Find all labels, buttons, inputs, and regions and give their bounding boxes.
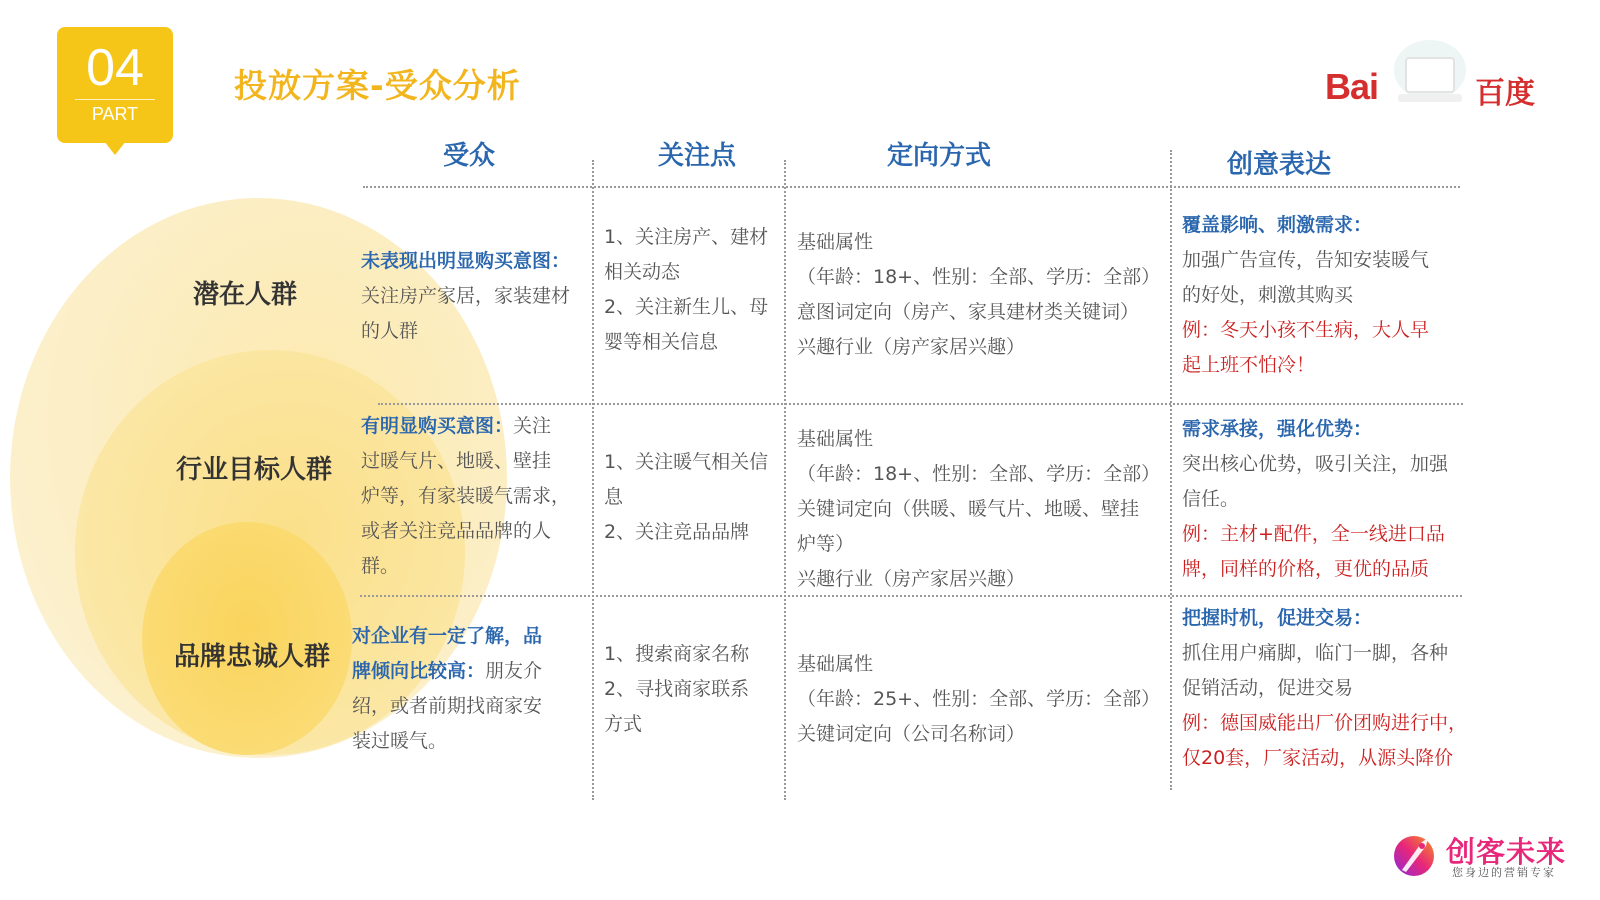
row3-audience [352,619,584,759]
baidu-logo-chinese: 百度 [1475,76,1535,111]
footer-brand-slogan: 您身边的营销专家 [1452,866,1556,879]
row2-creative-line: 突出核心优势，吸引关注，加强 [1182,453,1449,475]
row3-targeting-line: （年龄：25+、性别：全部、学历：全部） [797,688,1161,710]
badge-pointer [104,141,126,155]
row2-audience-line: 过暖气片、地暖、壁挂 [361,450,552,472]
row3-audience-line: 绍，或者前期找商家安 [352,695,543,717]
divider-row1 [378,403,1463,405]
row1-audience-intent: 未表现出明显购买意图： [361,250,571,272]
row2-audience-rest: 关注 [513,415,552,437]
row1-targeting-line: （年龄：18+、性别：全部、学历：全部） [797,266,1161,288]
row2-targeting-line: 炉等） [797,533,855,555]
part-label: PART [91,104,139,124]
divider-col2 [784,160,786,800]
row3-creative [1182,601,1492,776]
divider-header [363,186,1460,188]
row3-creative-example: 例：德国威能出厂价团购进行中， [1182,712,1468,734]
row3-audience-line: 装过暖气。 [352,730,448,752]
divider-col1 [592,160,594,800]
row2-audience-line: 炉等，有家装暖气需求， [361,485,571,507]
baidu-logo-latin: Bai [1325,66,1379,107]
row2-focus-line: 1、关注暖气相关信 [604,451,769,473]
row3-creative-example: 仅20套，厂家活动，从源头降价 [1182,747,1454,769]
row1-creative-line: 加强广告宣传，告知安装暖气 [1182,249,1430,271]
footer-brand-name: 创客未来 [1446,835,1567,869]
row3-focus-line: 1、搜索商家名称 [604,643,750,665]
row1-focus [604,220,784,360]
group-industry-target: 行业目标人群 [176,455,333,485]
row1-audience-line: 关注房产家居，家装建材 [361,285,571,307]
row3-creative-line: 促销活动，促进交易 [1182,677,1354,699]
row1-focus-line: 相关动态 [604,261,681,283]
row1-focus-line: 婴等相关信息 [604,331,719,353]
row3-targeting-line: 关键词定向（公司名称词） [797,723,1026,745]
row3-targeting-line: 基础属性 [797,653,874,675]
row1-creative-example: 例：冬天小孩不生病，大人早 [1182,319,1430,341]
row3-focus [604,637,784,742]
row1-creative [1182,208,1482,383]
row2-creative-title: 需求承接，强化优势： [1182,418,1373,440]
row1-audience-line: 的人群 [361,320,419,342]
badge-divider [75,99,155,100]
row2-targeting-line: 基础属性 [797,428,874,450]
row2-audience-intent: 有明显购买意图： [361,415,514,437]
row2-audience-line: 或者关注竞品品牌的人 [361,520,552,542]
row1-creative-line: 的好处，刺激其购买 [1182,284,1354,306]
row1-audience [361,244,589,349]
row3-focus-line: 2、寻找商家联系 [604,678,750,700]
row1-creative-example: 起上班不怕冷！ [1182,354,1316,376]
row1-creative-title: 覆盖影响、刺激需求： [1182,214,1373,236]
rocket-logo-icon [1392,830,1438,878]
row2-focus [604,445,784,550]
row2-creative-example: 例：主材+配件，全一线进口品 [1182,523,1445,545]
column-header-focus: 关注点 [658,141,737,171]
row1-targeting-line: 兴趣行业（房产家居兴趣） [797,336,1026,358]
column-header-creative: 创意表达 [1227,150,1332,180]
part-number: 04 [86,39,144,97]
row2-targeting-line: 关键词定向（供暖、暖气片、地暖、壁挂 [797,498,1140,520]
row3-creative-line: 抓住用户痛脚，临门一脚，各种 [1182,642,1449,664]
row3-targeting [797,647,1177,752]
row2-targeting-line: （年龄：18+、性别：全部、学历：全部） [797,463,1161,485]
row3-audience-rest: 朋友介 [485,660,543,682]
row1-targeting-line: 意图词定向（房产、家具建材类关键词） [797,301,1140,323]
row1-targeting [797,225,1177,365]
row3-focus-line: 方式 [604,713,643,735]
group-brand-loyal: 品牌忠诚人群 [174,642,331,672]
row2-creative-example: 牌，同样的价格，更优的品质 [1182,558,1430,580]
row1-focus-line: 1、关注房产、建材 [604,226,769,248]
row3-audience-intent: 对企业有一定了解，品 [352,625,543,647]
row1-focus-line: 2、关注新生儿、母 [604,296,769,318]
page-title: 投放方案-受众分析 [234,66,521,105]
row2-focus-line: 2、关注竞品品牌 [604,521,750,543]
row2-focus-line: 息 [604,486,624,508]
row2-audience-line: 群。 [361,555,400,577]
group-potential: 潜在人群 [193,280,298,310]
row2-creative [1182,412,1482,587]
row3-creative-title: 把握时机，促进交易： [1182,607,1373,629]
row2-targeting [797,422,1177,597]
column-header-audience: 受众 [443,141,496,171]
laptop-icon [1388,40,1472,116]
row1-targeting-line: 基础属性 [797,231,874,253]
column-header-targeting: 定向方式 [887,141,992,171]
row2-creative-line: 信任。 [1182,488,1240,510]
row2-audience [361,409,589,584]
row2-targeting-line: 兴趣行业（房产家居兴趣） [797,568,1026,590]
row3-audience-intent: 牌倾向比较高： [352,660,486,682]
